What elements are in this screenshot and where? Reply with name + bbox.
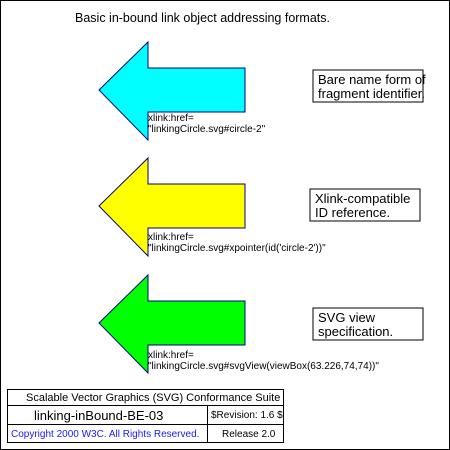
href-value: "linkingCircle.svg#circle-2" bbox=[148, 124, 266, 135]
revision: $Revision: 1.6 $ bbox=[211, 410, 283, 421]
description-line2: fragment identifier. bbox=[318, 86, 425, 101]
release-label: Release 2.0 bbox=[222, 429, 276, 440]
href-attr-label: xlink:href= bbox=[148, 113, 194, 124]
href-attr-label: xlink:href= bbox=[148, 232, 194, 243]
description-line1: Xlink-compatible bbox=[315, 191, 411, 206]
suite-name: Scalable Vector Graphics (SVG) Conformance Suite bbox=[26, 392, 281, 404]
href-value: "linkingCircle.svg#xpointer(id('circle-2'))" bbox=[148, 243, 326, 254]
conformance-footer bbox=[8, 390, 284, 443]
description-line2: ID reference. bbox=[315, 205, 391, 220]
description-line2: specification. bbox=[318, 324, 394, 339]
test-id: linking-inBound-BE-03 bbox=[34, 408, 164, 423]
copyright-link[interactable]: Copyright 2000 W3C. All Rights Reserved. bbox=[11, 429, 200, 440]
description-line1: SVG view bbox=[318, 310, 376, 325]
description-line1: Bare name form of bbox=[318, 72, 426, 87]
page-title: Basic in-bound link object addressing formats. bbox=[75, 11, 330, 25]
href-attr-label: xlink:href= bbox=[148, 350, 194, 361]
href-value: "linkingCircle.svg#svgView(viewBox(63.226,74,74))" bbox=[148, 361, 379, 372]
